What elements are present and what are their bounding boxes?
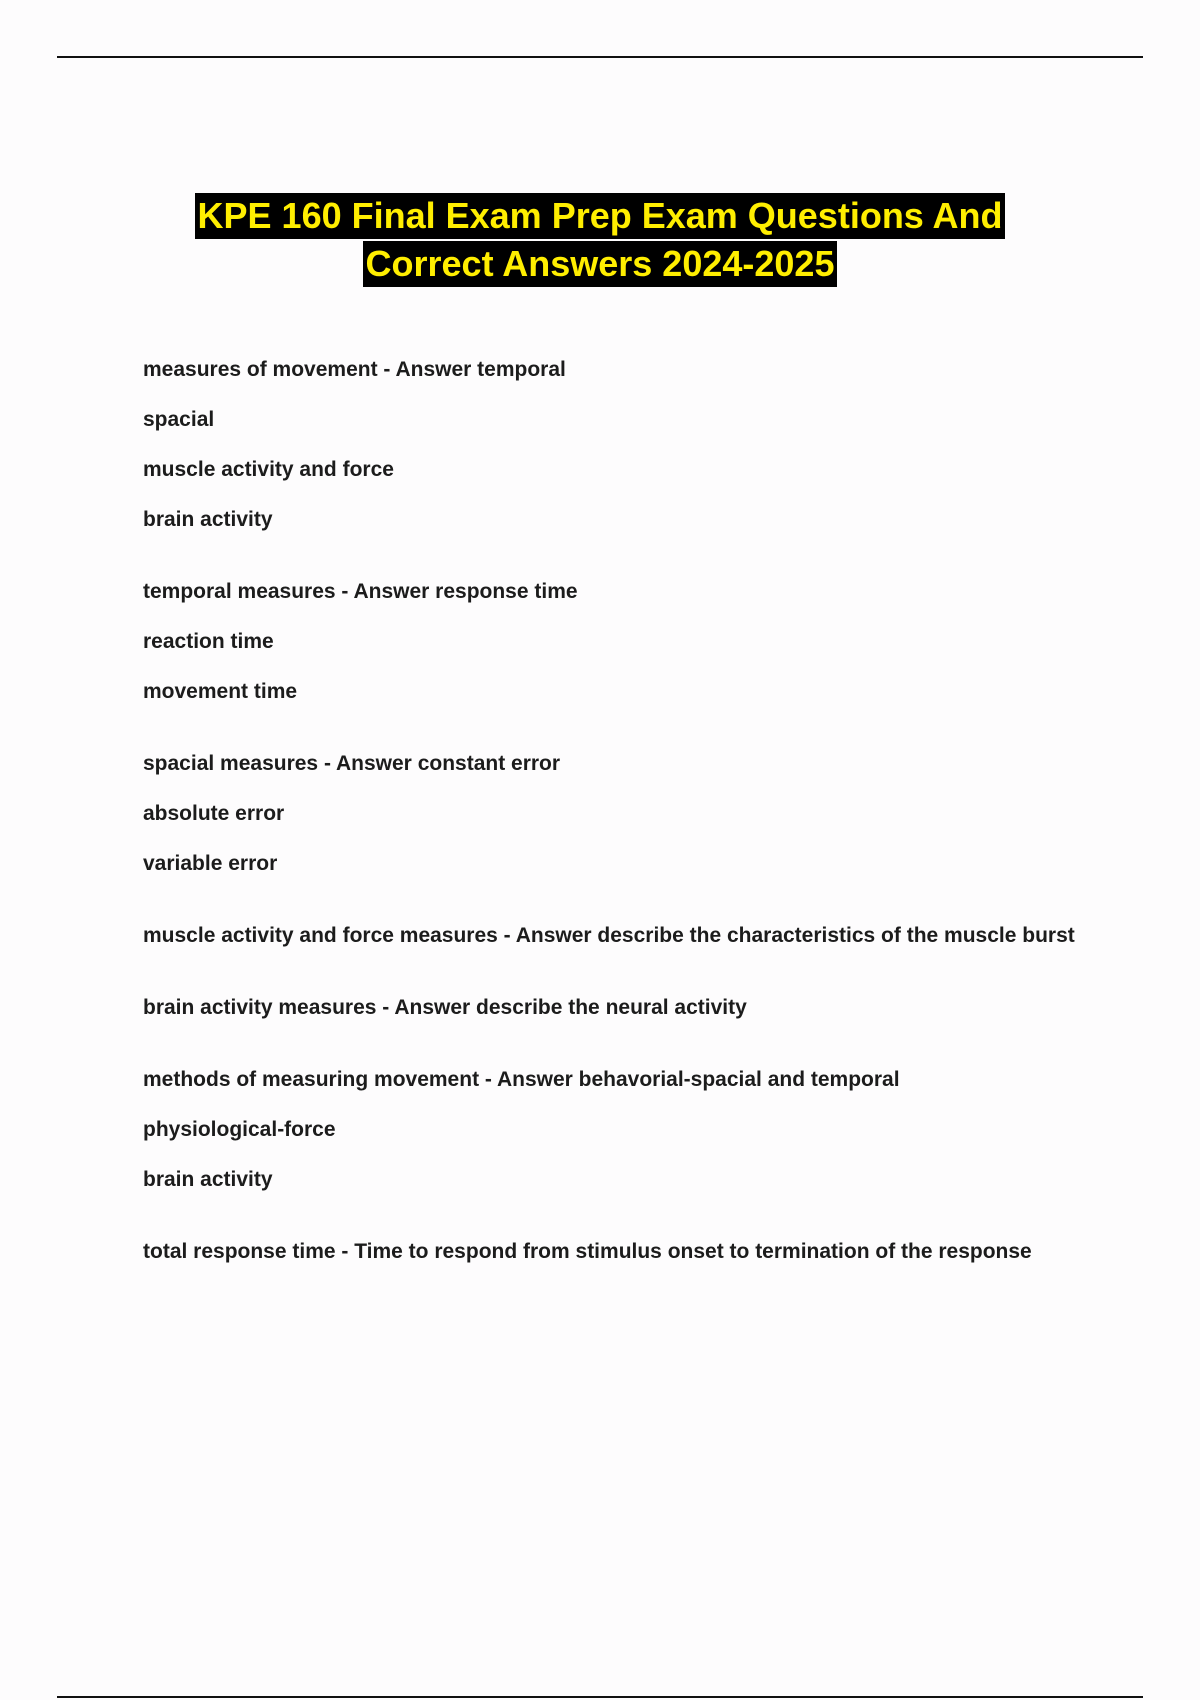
qa-entry	[143, 993, 1103, 1023]
qa-entry	[143, 749, 1103, 879]
qa-answer-line: reaction time	[143, 630, 274, 653]
qa-answer-line: brain activity	[143, 508, 273, 531]
qa-answer-line: spacial	[143, 408, 215, 431]
qa-question: muscle activity and force measures - Answer describe the characteristics of the muscle burst	[143, 924, 1075, 947]
qa-question: methods of measuring movement - Answer behavorial-spacial and temporal	[143, 1068, 900, 1091]
qa-answer-line: muscle activity and force	[143, 458, 394, 481]
qa-answer-line: absolute error	[143, 802, 285, 825]
document-title	[0, 193, 1200, 289]
title-line-2: Correct Answers 2024-2025	[363, 241, 838, 287]
qa-answer-line: variable error	[143, 852, 278, 875]
qa-question: temporal measures - Answer response time	[143, 580, 578, 603]
qa-entry	[143, 355, 1103, 535]
qa-entry	[143, 1237, 1103, 1267]
qa-entry	[143, 577, 1103, 707]
title-line-1: KPE 160 Final Exam Prep Exam Questions And	[195, 193, 1006, 239]
qa-entry	[143, 921, 1103, 951]
qa-entry	[143, 1065, 1103, 1195]
qa-answer-line: movement time	[143, 680, 298, 703]
qa-question: total response time - Time to respond from stimulus onset to termination of the response	[143, 1240, 1032, 1263]
qa-answer-line: brain activity	[143, 1168, 273, 1191]
qa-list	[143, 355, 1103, 1309]
top-divider	[57, 56, 1143, 58]
qa-question: brain activity measures - Answer describe the neural activity	[143, 996, 747, 1019]
qa-question: spacial measures - Answer constant error	[143, 752, 561, 775]
qa-question: measures of movement - Answer temporal	[143, 358, 566, 381]
qa-answer-line: physiological-force	[143, 1118, 336, 1141]
bottom-divider	[57, 1696, 1143, 1698]
